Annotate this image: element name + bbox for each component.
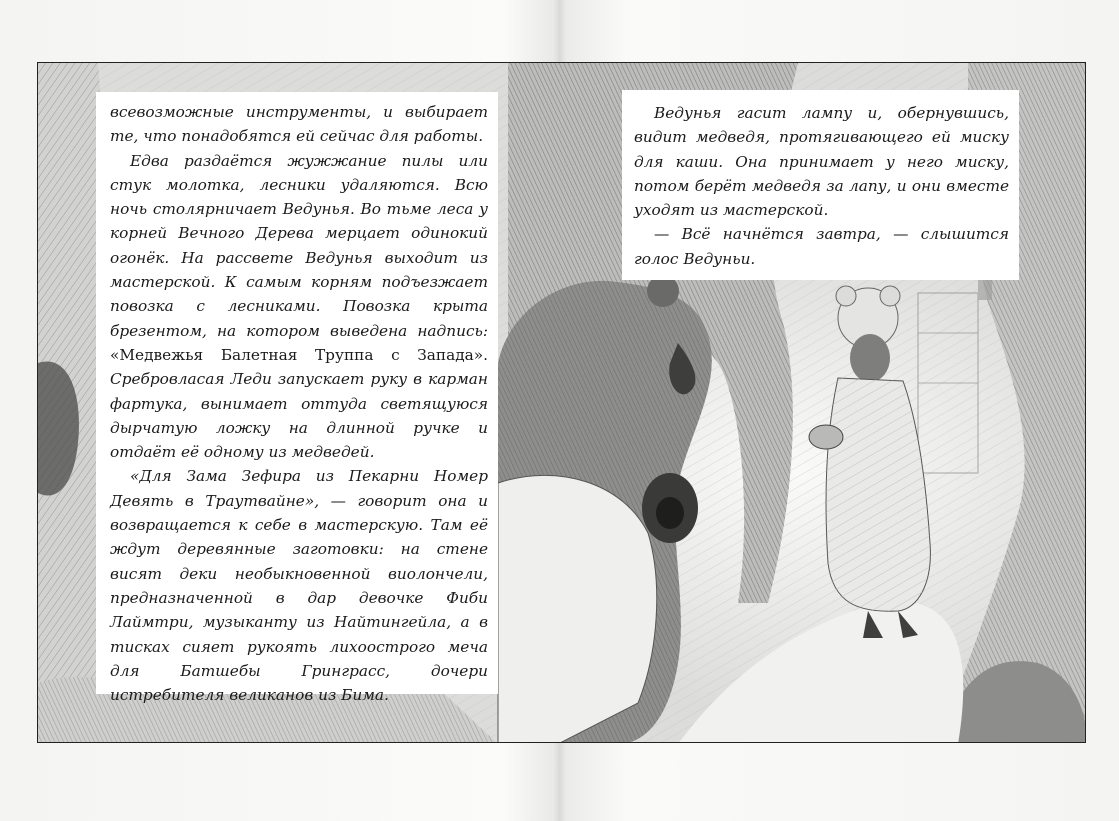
right-paragraph-1: Ведунья гасит лампу и, обернувшись, видит медведя, протягивающего ей миску для каши. Она принимает у него миску, потом берёт медведя за лапу, и они вместе уходят из мастерской. (634, 104, 1009, 220)
left-paragraph-1: всевозможные инструменты, и выбирает те, что понадобятся ей сейчас для работы. (110, 103, 488, 146)
right-paragraph-2: — Всё начнётся завтра, — слышится голос Ведуньи. (634, 225, 1009, 268)
right-text-box (622, 90, 1019, 280)
left-paragraph-3: «Для Зама Зефира из Пекарни Номер Девять в Траутвайне», — говорит она и возвращается к себе в мастерскую. Там её ждут деревянные заготовки: на стене висят деки необыкновенной виолончели, предназначенной в дар девочке Фиби Лаймтри, музыканту из Найтингейла, а в тисках сияет рукоять лихоострого меча для Батшебы Гринграсс, дочери истребителя великанов из Бима. (110, 467, 488, 705)
left-paragraph-2-start: Едва раздаётся жужжание пилы или стук молотка, лесники удаляются. Всю ночь столярничает Ведунья. Во тьме леса у корней Вечного Дерева мерцает одинокий огонёк. На рассвете Ведунья выходит из мастерской. К самым корням подъезжает повозка с лесниками. Повозка крыта брезентом, на котором выведена надпись: (110, 151, 488, 340)
left-paragraph-2-end: Сребровласая Леди запускает руку в карман фартука, вынимает оттуда светящуюся дырчатую ложку на длинной ручке и отдаёт её одному из медведей. (110, 370, 488, 462)
left-tree-trunks (38, 63, 102, 743)
wagon-sign-text: «Медвежья Балетная Труппа с Запада». (110, 345, 488, 364)
left-text-box (96, 92, 498, 705)
left-paragraph-2 (110, 149, 488, 465)
